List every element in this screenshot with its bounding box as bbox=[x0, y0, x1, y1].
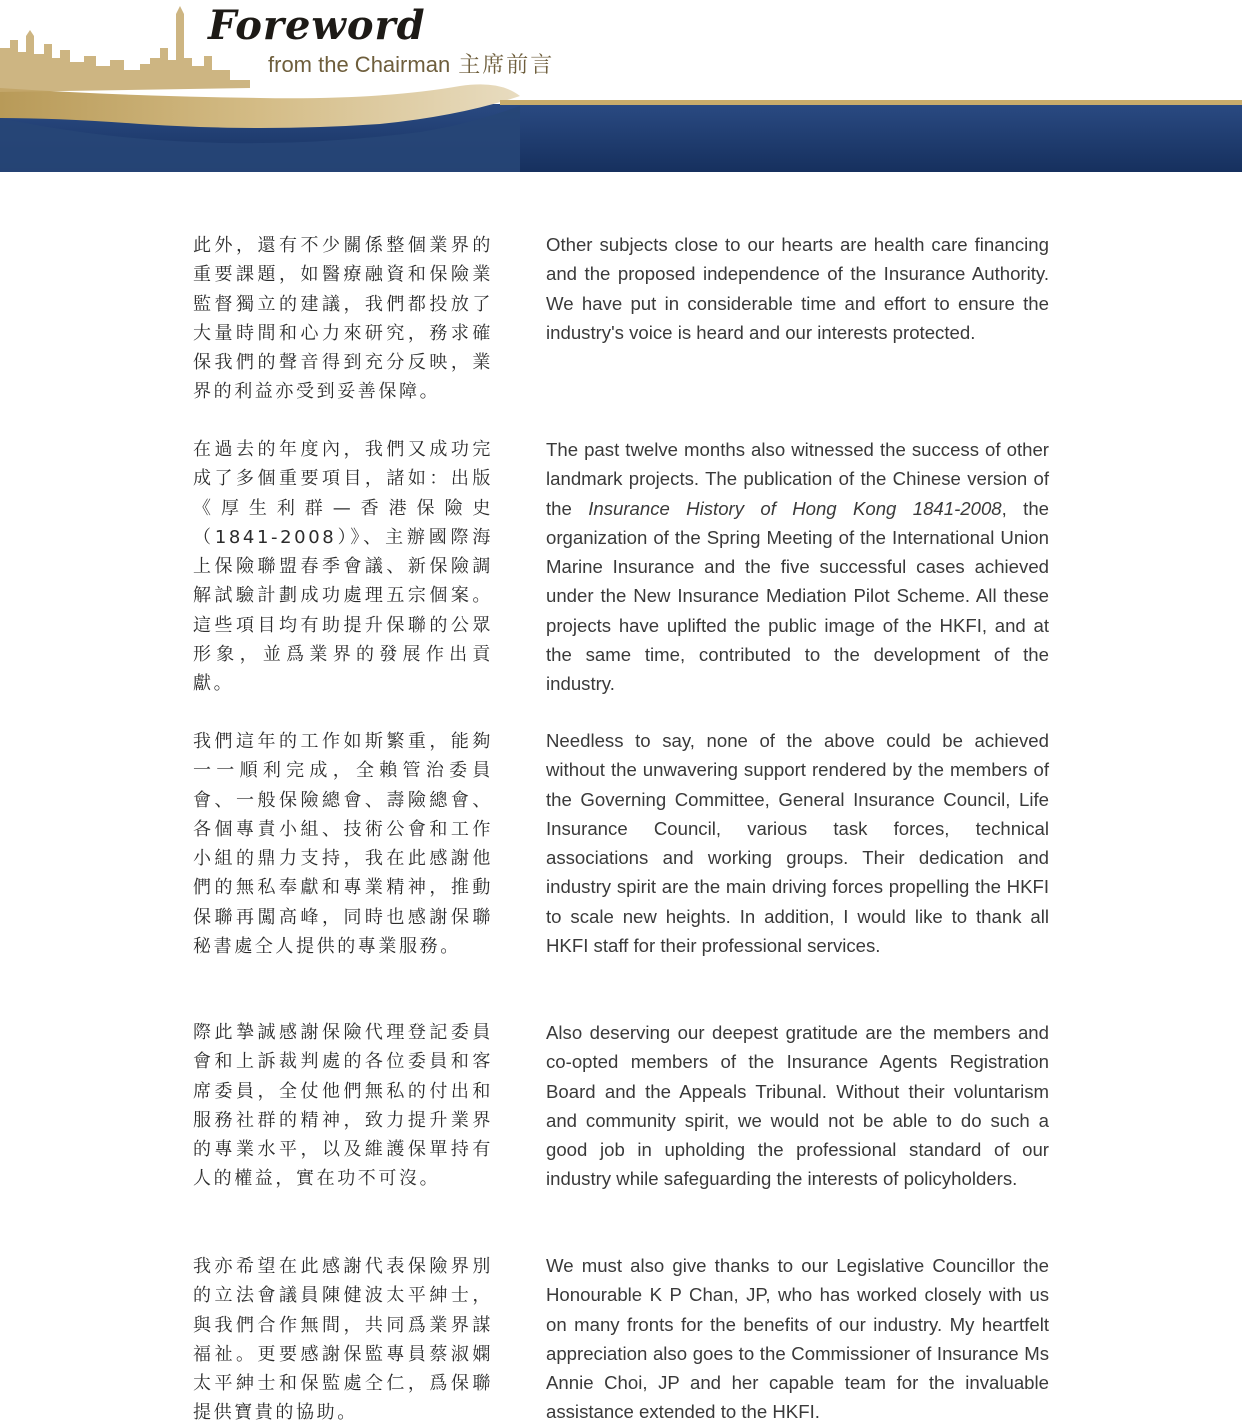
section-5-en: We must also give thanks to our Legislative Councillor the Honourable K P Chan, JP, who has worked closely with us on many fronts for the benefits of our industry. My heartfelt appreciation also goes to the Commissioner of Insurance Ms Annie Choi, JP and her capable team for the invaluable assistance extended to the HKFI. bbox=[546, 1255, 1049, 1423]
section-2-en bbox=[546, 435, 1049, 699]
section-3-en: Needless to say, none of the above could be achieved without the unwavering support rendered by the members of the Governing Committee, General Insurance Council, Life Insurance Council, various task forces, technical associations and working groups. Their dedication and industry spirit are the main driving forces propelling the HKFI to scale new heights. In addition, I would like to thank all HKFI staff for their professional services. bbox=[546, 730, 1049, 957]
section-1-zh: 此外，還有不少關係整個業界的重要課題，如醫療融資和保險業監督獨立的建議，我們都投放了大量時間和心力來研究，務求確保我們的聲音得到充分反映，業界的利益亦受到妥善保障。 bbox=[193, 235, 493, 403]
section-3-zh: 我們這年的工作如斯繁重，能夠一一順利完成，全賴管治委員會、一般保險總會、壽險總會、各個專責小組、技術公會和工作小組的鼎力支持，我在此感謝他們的無私奉獻和專業精神，推動保聯再闖高峰，同時也感謝保聯秘書處仝人提供的專業服務。 bbox=[193, 731, 493, 958]
section-4-en: Also deserving our deepest gratitude are the members and co-opted members of the Insurance Agents Registration Board and the Appeals Tribunal. Without their voluntarism and community spirit, we would not be able to do such a good job in upholding the professional standard of our industry while safeguarding the interests of policyholders. bbox=[546, 1022, 1049, 1190]
section-1-en: Other subjects close to our hearts are health care financing and the proposed independence of the Insurance Authority. We have put in considerable time and effort to ensure the industry's voice is heard and our interests protected. bbox=[546, 234, 1049, 343]
title-script: Foreword bbox=[208, 2, 426, 49]
section-2-en-part1: The past twelve months also witnessed the success of other landmark projects. The publication of the Chinese version of the bbox=[546, 439, 1049, 519]
section-2-zh: 在過去的年度內，我們又成功完成了多個重要項目，諸如：出版《厚生利群—香港保險史（1841-2008）》、主辦國際海上保險聯盟春季會議、新保險調解試驗計劃成功處理五宗個案。這些項目均有助提升保聯的公眾形象，並爲業界的發展作出貢獻。 bbox=[193, 439, 493, 695]
section-2-en-part2: , the organization of the Spring Meeting of the International Union Marine Insurance and the five successful cases achieved under the New Insurance Mediation Pilot Scheme. All these projects have uplifted the public image of the HKFI, and at the same time, contributed to the development of the industry. bbox=[546, 497, 1050, 695]
section-4-zh: 際此摯誠感謝保險代理登記委員會和上訴裁判處的各位委員和客席委員，全仗他們無私的付出和服務社群的精神，致力提升業界的專業水平，以及維護保單持有人的權益，實在功不可沒。 bbox=[193, 1022, 493, 1190]
title-en: from the Chairman bbox=[268, 52, 451, 77]
section-5-zh: 我亦希望在此感謝代表保險界別的立法會議員陳健波太平紳士，與我們合作無間，共同爲業界謀福祉。更要感謝保監專員蔡淑嫻太平紳士和保監處仝仁，爲保聯提供寶貴的協助。 bbox=[193, 1256, 493, 1424]
book-title: Insurance History of Hong Kong 1841-2008 bbox=[588, 497, 1002, 519]
title-zh: 主席前言 bbox=[458, 52, 555, 77]
